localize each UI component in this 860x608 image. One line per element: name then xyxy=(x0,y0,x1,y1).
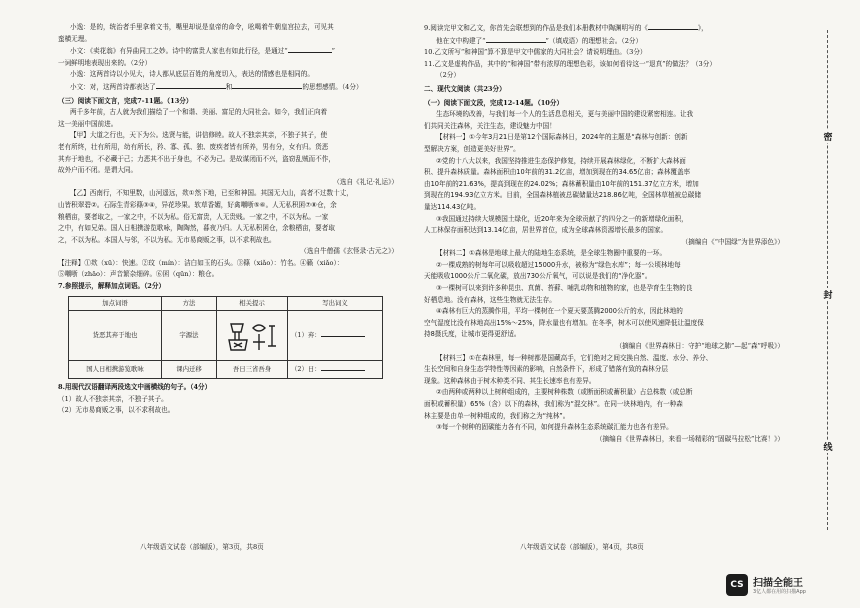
question-11: 11.乙文是虚构作品，其中的“和神国”带有浓厚的理想色彩，该如何看待这一“退真”的做法？（3分） xyxy=(424,59,716,68)
table-cell: （2）日： xyxy=(288,361,383,379)
material-1-line: 到现在的194.93亿立方米。目前，全国森林植被总碳储量达218.86亿吨，全国林草植被总碳储 xyxy=(424,191,701,200)
question-10: 10.乙文所写“和神国”算不算是甲文中儒家的大同社会？请说明理由。（3分） xyxy=(424,48,647,57)
seal-line xyxy=(820,30,836,530)
passage-jia-line: 老有所终，壮有所用，幼有所长，矜、寡、孤、独、废疾者皆有所养，男有分，女有归。货恶 xyxy=(58,142,329,151)
source-citation: （摘编自《世界森林日，来看一场精彩的“固碳马拉松”比赛！》） xyxy=(595,434,784,443)
material-3-line: ③每一个树种的固碳能力各有不同，如何提升森林生态系统碳汇能力也各有差异。 xyxy=(436,423,673,432)
material-2-line: 【材料二】①森林是地球上最大的陆地生态系统，是全球生物圈中重要的一环。 xyxy=(436,249,667,258)
question-8: 8.用现代汉语翻译两段选文中画横线的句子。（4分） xyxy=(58,383,212,392)
table-cell: 国人日相携游览歌咏 xyxy=(69,361,162,379)
passage-yi-line: 之中，有如兄弟。国人日相携游览歌咏，陶陶然，暮夜乃归。人无私积囷仓，余粮栖亩，要者取 xyxy=(58,224,335,233)
material-2-line: 空气湿度比没有林地高出15%～25%，降水量也有增加。在冬季，树木可以使风速降低让温度保 xyxy=(424,318,704,327)
answer-blank[interactable] xyxy=(232,81,302,89)
right-page xyxy=(424,22,794,445)
oracle-glyph-illustration xyxy=(225,316,279,356)
material-1-line: 【材料一】①今年3月21日是第12个国际森林日，2024年的主题是“森林与创新：创新 xyxy=(436,133,688,142)
material-3-line: 林主要是由单一树种组成的，我们称之为“纯林”。 xyxy=(424,411,570,420)
dialogue-line: 小逸：是的，统治者手里拿着文书，嘴里却说是皇帝的命令，吆喝着牛朝皇宫拉去，可见其 xyxy=(70,23,334,31)
passage-yi-line: 之，不以为私。本国人与邻，不以为私。无市易商贩之事，以不求利故也。 xyxy=(58,235,276,244)
section-heading: 二、现代文阅读（共23分） xyxy=(424,84,506,93)
material-3-line: ②由两种或两种以上树种组成的，主要树种株数（或断面积或蓄积量）占总株数（或总断 xyxy=(436,388,693,397)
section-heading: （三）阅读下面文言，完成7-11题。（13分） xyxy=(58,96,193,105)
dialogue-line: 小文：《卖花翁》有异曲同工之妙。诗中的富贵人家也有如此行径，是通过“ ” xyxy=(70,47,336,56)
question-9: 他在文中构建了“ ”（填成语）的理想社会。（2分） xyxy=(436,36,643,45)
scanner-watermark xyxy=(726,572,854,600)
material-1-line: 量达114.43亿吨。 xyxy=(424,202,481,211)
table-cell xyxy=(217,311,288,361)
dialogue-line: 一词鲜明地表现出来的。（2分） xyxy=(58,58,152,67)
answer-blank[interactable] xyxy=(288,45,332,53)
passage-jia-line: 故外户而不闭。是谓大同。 xyxy=(58,166,138,175)
question-8-item: （2）无市易商贩之事，以不求利故也。 xyxy=(58,406,175,415)
source-citation: （摘编自《世界森林日：守护“地球之肺”—起“森”呼吸》） xyxy=(615,342,784,351)
left-page xyxy=(58,22,408,417)
material-1-line: 型解决方案，创造更美好世界”。 xyxy=(424,144,520,153)
table-header: 加点词语 xyxy=(69,296,162,311)
dialogue-line: 小逸：这两首诗以小见大，诗人都从底层百姓的角度切入，表达的情感也是相同的。 xyxy=(70,70,314,79)
source-citation: （选自牛僧孺《玄怪录·古元之》） xyxy=(300,247,398,256)
source-citation: （摘编自《“中国绿”为世界添色》） xyxy=(681,237,784,246)
table-cell: 货恶其弃于地也 xyxy=(69,311,162,361)
passage-yi-line: 山皆积翠碧②。石际生青彩篠③④，异花珍果。软草香媚，好禽嘲哳⑤⑥。人无私积囷⑦⑧仓，余 xyxy=(58,200,337,209)
page-footer: 八年级语文试卷（部编版），第3页，共8页 xyxy=(140,543,264,551)
material-3-line: 生长空间和自身生态学特性等因素的影响，自然条件下，形成了错落有致的森林分层 xyxy=(424,365,668,374)
material-1-line: 人工林保存面积达到13.14亿亩，居世界首位，成为全球森林资源增长最多的国家。 xyxy=(424,226,668,235)
material-2-line: 天能吸收1000公斤二氧化碳，放出730公斤氧气，可以说是我们的“净化器”。 xyxy=(424,272,652,281)
table-cell: 吾日三省吾身 xyxy=(217,361,288,379)
material-1-line: ②党的十八大以来，我国坚持推进生态保护修复，持续开展森林绿化，不断扩大森林面 xyxy=(436,156,686,165)
camscanner-logo-icon: CS xyxy=(726,574,748,596)
table-header: 相关提示 xyxy=(217,296,288,311)
answer-blank[interactable] xyxy=(486,35,546,43)
material-2-line: 好栖息地。没有森林，这些生物就无法生存。 xyxy=(424,295,556,304)
material-2-line: 持8摄氏度，让城市更得更舒适。 xyxy=(424,330,521,339)
answer-blank[interactable] xyxy=(321,329,365,337)
passage-jia-line: 其弃于地也，不必藏于己；力恶其不出于身也，不必为己。是故谋闭而不兴，盗窃乱贼而不作， xyxy=(58,154,335,163)
material-2-line: ③一棵树可以来到许多种昆虫、真菌、苔藓、哺乳动物和植物的家，也是孕育生生物的良 xyxy=(436,284,693,293)
question-9: 9.阅读完甲文和乙文，你首先会联想到的作品是我们本册教材中陶渊明写的《 》， xyxy=(424,24,708,32)
table-cell: （1）弃： xyxy=(288,311,383,361)
brand-tagline: 3亿人都在用的扫描App xyxy=(753,589,806,595)
answer-blank[interactable] xyxy=(156,81,226,89)
subsection-heading: （一）阅读下面文段，完成12-14题。（10分） xyxy=(424,98,564,107)
material-1-line: 积、提升森林质量。森林面积由10年前的31.2亿亩，增加到现在的34.65亿亩；森林覆盖率 xyxy=(424,168,691,177)
seal-dashed-line xyxy=(827,30,828,530)
material-1-line: ③我国通过持续大规模国土绿化，近20年来为全球贡献了约四分之一的新增绿化面积， xyxy=(436,214,688,223)
intro-line: 们共同关注森林，关注生态，建设魅力中国！ xyxy=(424,121,556,130)
dialogue-line: 蛮横无理。 xyxy=(58,34,91,43)
question-11: （2分） xyxy=(436,71,460,80)
answer-blank[interactable] xyxy=(321,363,365,371)
intro-line: 两千多年前，古人就为我们描绘了一个和谐、美丽、富足的大同社会。如今，我们正向着 xyxy=(70,108,328,117)
table-header: 方法 xyxy=(162,296,217,311)
vocab-table xyxy=(68,296,383,380)
seal-char: 线 xyxy=(820,440,836,453)
seal-char: 封 xyxy=(820,288,836,301)
material-2-line: ④森林有巨大的蒸腾作用，平均一棵树在一个夏天要蒸腾2000公斤的水，因此林地的 xyxy=(436,307,683,316)
material-3-line: 面积或蓄积量）65%（含）以下的森林，我们称为“混交林”。在同一块林地内，有一种森 xyxy=(424,400,683,408)
material-2-line: ②一棵成熟的树每年可以吸收超过15000升水，被称为“绿色水库”；每一公顷林地每 xyxy=(436,260,681,269)
intro-line: 这一美丽中国前进。 xyxy=(58,119,118,128)
dialogue-line: 小文：对，这两首诗都表达了 和 的思想感情。（4分） xyxy=(70,82,363,91)
table-cell: 字源法 xyxy=(162,311,217,361)
passage-yi-line: 粮栖亩，要者取之，一家之中，不以为私。俗无富贵，人无贵贱。一家之中，不以为私。一家 xyxy=(58,212,329,221)
question-8-item: （1）故人不独亲其亲，不独子其子。 xyxy=(58,394,168,403)
table-cell: 课内迁移 xyxy=(162,361,217,379)
annotation-line: ⑤嘲哳（zhāo）：声音繁杂细碎。⑥囷（qūn）：粮仓。 xyxy=(58,270,219,279)
question-7: 7.参照提示，解释加点词语。（2分） xyxy=(58,282,166,291)
passage-yi-line: 【乙】西南行，不知里数，山河遥远，欻①然下地，已至和神国。其国无大山，高者不过数十丈， xyxy=(70,189,353,198)
source-citation: （选自《礼记·礼运》） xyxy=(333,177,398,186)
page-footer: 八年级语文试卷（部编版），第4页，共8页 xyxy=(520,543,644,551)
answer-blank[interactable] xyxy=(648,22,698,30)
brand-name: 扫描全能王 xyxy=(753,578,803,589)
seal-char: 密 xyxy=(820,130,836,143)
passage-jia-line: 【甲】大道之行也，天下为公。选贤与能，讲信修睦。故人不独亲其亲，不独子其子，使 xyxy=(70,131,328,140)
annotation-line: 【注释】①欻（xū）：快速。②玟（mín）：洁白如玉的石头。③篠（xiǎo）：竹名。④籁（xiǎo）： xyxy=(58,258,344,267)
material-3-line: 【材料三】①在森林里，每一种树都是国藏高手，它们绝对之间交换自然、温度、水分、养分、 xyxy=(436,353,713,362)
intro-line: 生态环境的改善，与我们每一个人的生活息息相关，更与美丽中国的建设紧密相连。让我 xyxy=(436,110,694,119)
material-3-line: 现象。这种森林由于树木种类不同、其生长速率也有差异。 xyxy=(424,376,596,385)
table-header: 写出词义 xyxy=(288,296,383,311)
material-1-line: 由10年前的21.63%，提高到现在的24.02%；森林蓄积量由10年前的151.37亿立方米，增加 xyxy=(424,179,699,188)
